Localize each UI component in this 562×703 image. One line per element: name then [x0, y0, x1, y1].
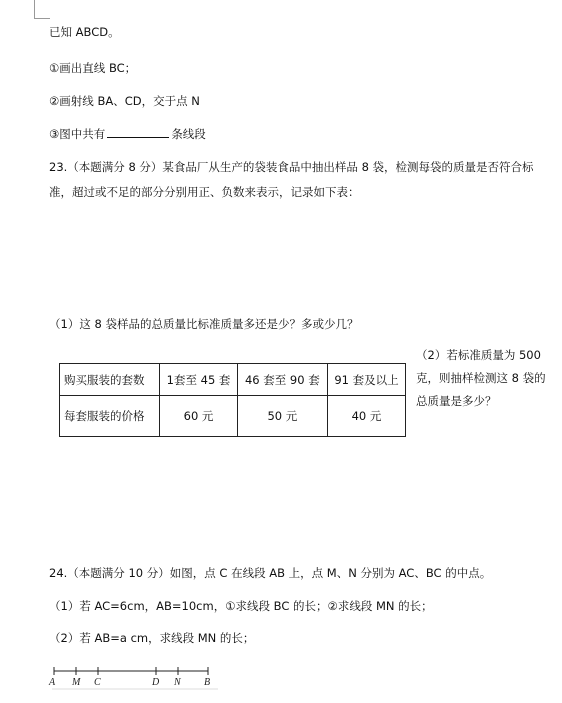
question-24-line-1: 24.（本题满分 10 分）如图，点 C 在线段 AB 上，点 M、N 分别为 AC、BC 的中点。 [49, 566, 492, 580]
table-header-cell: 购买服装的套数 [60, 364, 160, 396]
point-label-b: B [204, 677, 211, 688]
question-24-part-1: （1）若 AC=6cm，AB=10cm，①求线段 BC 的长；②求线段 MN 的长； [49, 599, 433, 613]
step-3-text [49, 126, 206, 142]
page-corner-mark [34, 0, 35, 18]
intro-text: 已知 ABCD。 [49, 25, 120, 39]
question-23-part-2 [416, 344, 556, 413]
question-23-line-2: 准，超过或不足的部分分别用正、负数来表示，记录如下表： [49, 185, 360, 199]
point-label-n: N [174, 677, 181, 688]
table-header-cell: 1套至 45 套 [160, 364, 237, 396]
table-row [60, 396, 406, 437]
table-cell: 每套服装的价格 [60, 396, 160, 437]
part-2-line: （2）若标准质量为 500 [416, 348, 541, 362]
point-label-a: A [49, 677, 56, 688]
step-3-suffix: 条线段 [171, 127, 206, 141]
segment-diagram [48, 660, 220, 690]
point-label-d: D [152, 677, 160, 688]
part-2-line: 总质量是多少？ [416, 394, 497, 408]
question-23-line-1: 23.（本题满分 8 分）某食品厂从生产的袋装食品中抽出样品 8 袋，检测每袋的质量是否符合标 [49, 160, 534, 174]
table-cell: 60 元 [160, 396, 237, 437]
table-header-cell: 91 套及以上 [327, 364, 405, 396]
price-table [59, 363, 406, 437]
point-label-c: C [94, 677, 101, 688]
page-corner-mark-h [34, 18, 50, 19]
step-2-text: ②画射线 BA、CD，交于点 N [49, 94, 200, 108]
answer-blank [107, 126, 169, 138]
table-header-row [60, 364, 406, 396]
table-cell: 40 元 [327, 396, 405, 437]
point-label-m: M [72, 677, 81, 688]
step-1-text: ①画出直线 BC； [49, 61, 137, 75]
question-24-part-2: （2）若 AB=a cm，求线段 MN 的长； [49, 631, 255, 645]
table-cell: 50 元 [237, 396, 327, 437]
step-3-prefix: ③图中共有 [49, 127, 106, 141]
part-2-line: 克，则抽样检测这 8 袋的 [416, 371, 546, 385]
question-23-part-1: （1）这 8 袋样品的总质量比标准质量多还是少？多或少几？ [49, 317, 359, 331]
table-header-cell: 46 套至 90 套 [237, 364, 327, 396]
